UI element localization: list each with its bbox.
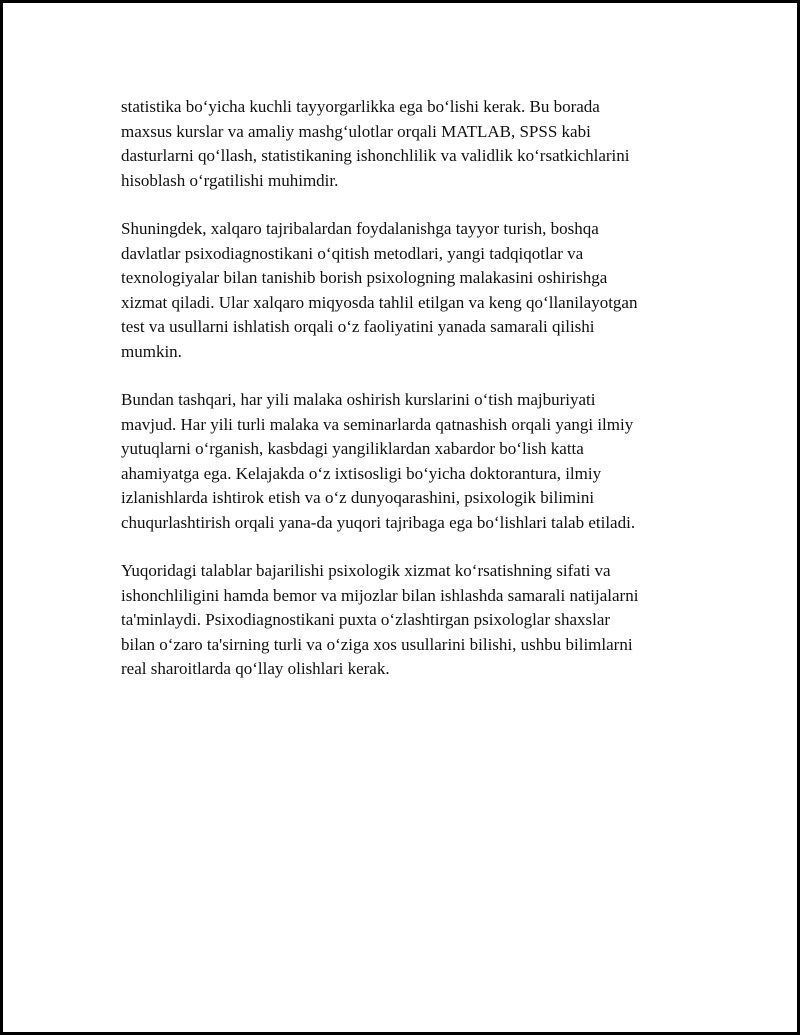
- text-line: chuqurlashtirish orqali yana-da yuqori tajribaga ega boʻlishlari talab etiladi.: [121, 512, 636, 532]
- paragraph-4: [121, 559, 711, 682]
- paragraph-2: [121, 217, 711, 364]
- text-line: ahamiyatga ega. Kelajakda oʻz ixtisosligi boʻyicha doktorantura, ilmiy: [121, 463, 602, 483]
- text-line: dasturlarni qoʻllash, statistikaning ishonchlilik va validlik koʻrsatkichlarini: [121, 146, 630, 165]
- text-line: Bundan tashqari, har yili malaka oshirish kurslarini oʻtish majburiyati: [121, 390, 596, 409]
- text-line: bilan oʻzaro ta'sirning turli va oʻziga xos usullarini bilishi, ushbu bilimlarni: [121, 634, 633, 654]
- text-line: statistika boʻyicha kuchli tayyorgarlikka ega boʻlishi kerak. Bu borada: [121, 97, 600, 116]
- text-line: yutuqlarni oʻrganish, kasbdagi yangiliklardan xabardor boʻlish katta: [121, 439, 584, 458]
- text-line: hisoblash oʻrgatilishi muhimdir.: [121, 170, 339, 190]
- paragraph-1: [121, 95, 711, 193]
- paragraph-3: [121, 388, 711, 535]
- text-line: Yuqoridagi talablar bajarilishi psixologik xizmat koʻrsatishning sifati va: [121, 561, 611, 580]
- text-line: maxsus kurslar va amaliy mashgʻulotlar orqali MATLAB, SPSS kabi: [121, 121, 591, 141]
- text-line: davlatlar psixodiagnostikani oʻqitish metodlari, yangi tadqiqotlar va: [121, 243, 584, 263]
- text-line: mavjud. Har yili turli malaka va seminarlarda qatnashish orqali yangi ilmiy: [121, 414, 634, 434]
- text-line: ta'minlaydi. Psixodiagnostikani puxta oʻzlashtirgan psixologlar shaxslar: [121, 610, 611, 629]
- text-line: texnologiyalar bilan tanishib borish psixologning malakasini oshirishga: [121, 268, 608, 287]
- text-line: mumkin.: [121, 341, 182, 361]
- text-line: xizmat qiladi. Ular xalqaro miqyosda tahlil etilgan va keng qoʻllanilayotgan: [121, 292, 638, 312]
- text-line: real sharoitlarda qoʻllay olishlari kerak.: [121, 659, 390, 678]
- text-line: test va usullarni ishlatish orqali oʻz faoliyatini yanada samarali qilishi: [121, 317, 595, 336]
- document-body: [121, 95, 711, 706]
- text-line: izlanishlarda ishtirok etish va oʻz dunyoqarashini, psixologik bilimini: [121, 488, 595, 507]
- text-line: ishonchliligini hamda bemor va mijozlar bilan ishlashda samarali natijalarni: [121, 585, 639, 605]
- text-line: Shuningdek, xalqaro tajribalardan foydalanishga tayyor turish, boshqa: [121, 219, 599, 238]
